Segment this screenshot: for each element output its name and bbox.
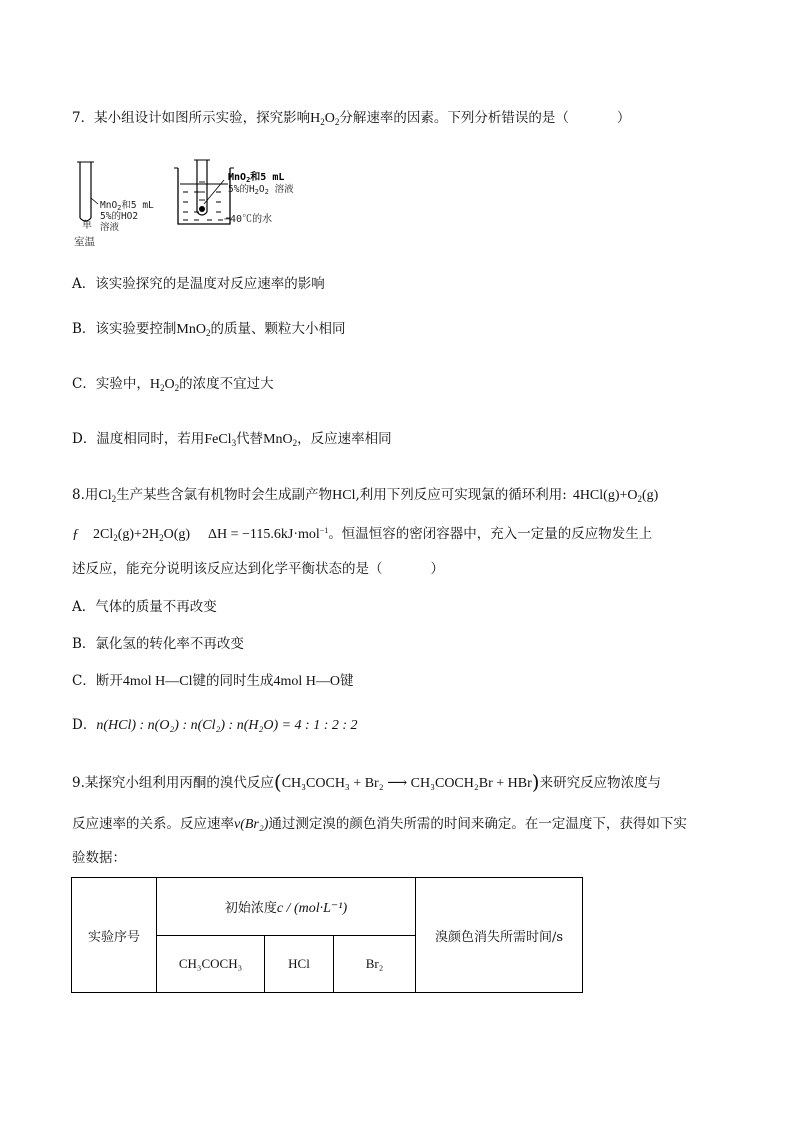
table-header-index: 实验序号 bbox=[72, 878, 157, 993]
q8-stem-line3: 述反应，能充分说明该反应达到化学平衡状态的是（ ） bbox=[72, 561, 444, 577]
inner-test-tube-icon bbox=[194, 160, 210, 215]
svg-text:单: 单 bbox=[82, 220, 92, 231]
q8-option-a[interactable]: A．气体的质量不再改变 bbox=[72, 599, 217, 615]
svg-text:MnO2和5 mL: MnO$_2$和5 mL bbox=[100, 200, 154, 212]
svg-text:MnO2和5 mL: MnO$_2$和5 mL bbox=[228, 172, 285, 184]
svg-text:室温: 室温 bbox=[74, 236, 95, 248]
svg-text:溶液: 溶液 bbox=[100, 222, 120, 233]
q7-option-c[interactable]: C．实验中，$H_2O_2$的浓度不宜过大 bbox=[72, 376, 274, 393]
table-subheader-hcl: HCl bbox=[265, 936, 334, 993]
left-test-tube-icon bbox=[77, 162, 98, 221]
q8-stem-line2: ƒ $2Cl_2(g)+2H_2O(g) \Delta H = -115.6kJ\cdot mol^{-1}$。恒温恒容的密闭容器中，充入一定量的反应物发生上 bbox=[72, 526, 653, 543]
svg-text:−40℃的水: −40℃的水 bbox=[224, 214, 273, 225]
table-header-time: 溴颜色消失所需时间/s bbox=[416, 878, 583, 993]
table-subheader-br2: Br₂ bbox=[334, 936, 416, 993]
table-header-concentration: 初始浓度c / (mol·L⁻¹) bbox=[157, 878, 416, 936]
q9-stem-line2: 反应速率的关系。反应速率v(Br₂)通过测定溴的颜色消失所需的时间来确定。在一定温度下，获得如下实 bbox=[72, 816, 687, 832]
svg-text:5%的H2O2 溶液: 5%的$H_2O_2$ 溶液 bbox=[228, 184, 294, 196]
q8-stem-line1: 8.用$Cl_2$生产某些含氯有机物时会生成副产物HCl,利用下列反应可实现氯的循环利用: $4HCl(g)+O_2(g)$ bbox=[72, 487, 659, 504]
q8-option-b[interactable]: B．氯化氢的转化率不再改变 bbox=[72, 636, 244, 652]
table-subheader-acetone: CH₃COCH₃ bbox=[157, 936, 265, 993]
q7-option-d[interactable]: D．温度相同时，若用FeCl$_3$代替MnO$_2$，反应速率相同 bbox=[72, 431, 392, 448]
q7-stem: 7．某小组设计如图所示实验，探究影响$H_2O_2$分解速率的因素。下列分析错误的是（ ） bbox=[72, 110, 631, 127]
svg-text:5%的HO2: 5%的HO2 bbox=[100, 211, 139, 222]
q9-stem-line1: 9.某探究小组利用丙酮的溴代反应(CH₃COCH₃ + Br₂ ⟶ CH₃COCH₂Br + HBr)来研究反应物浓度与 bbox=[72, 770, 662, 794]
q7-option-a[interactable]: A．该实验探究的是温度对反应速率的影响 bbox=[72, 276, 325, 292]
q8-option-d[interactable]: D．n(HCl) : n(O₂) : n(Cl₂) : n(H₂O) = 4 : 1 : 2 : 2 bbox=[72, 717, 358, 733]
q8-option-c[interactable]: C．断开4mol H—Cl键的同时生成4mol H—O键 bbox=[72, 673, 354, 689]
q7-option-b[interactable]: B．该实验要控制MnO$_2$的质量、颗粒大小相同 bbox=[72, 321, 346, 338]
q9-stem-line3: 验数据： bbox=[72, 850, 126, 866]
q9-data-table bbox=[71, 877, 583, 993]
q7-experiment-figure bbox=[70, 152, 400, 252]
